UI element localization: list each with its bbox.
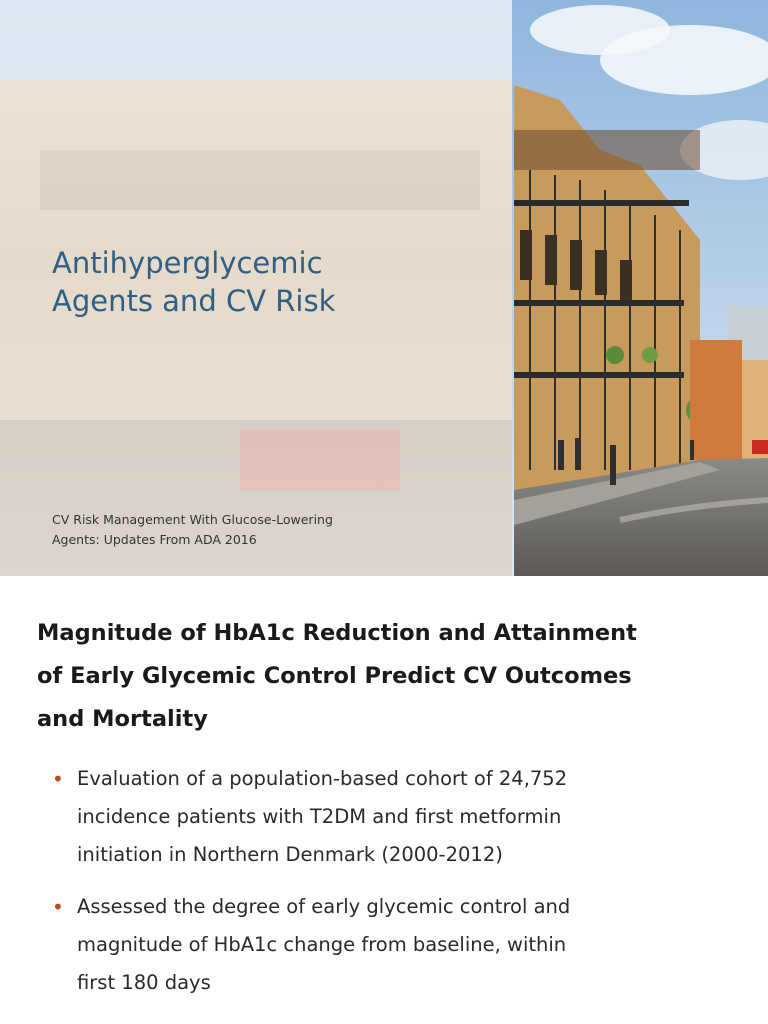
bullet-item	[52, 760, 752, 874]
subtitle-line-2: Agents: Updates From ADA 2016	[52, 532, 257, 547]
heading-line-3: and Mortality	[37, 706, 208, 732]
bullet-text-line: incidence patients with T2DM and first metformin	[77, 805, 562, 828]
title-slide-subtitle	[52, 510, 472, 550]
subtitle-line-1: CV Risk Management With Glucose-Lowering	[52, 512, 333, 527]
title-line-2: Agents and CV Risk	[52, 284, 336, 318]
content-slide	[0, 576, 768, 1024]
heading-line-1: Magnitude of HbA1c Reduction and Attainment	[37, 620, 637, 646]
bullet-text-line: Assessed the degree of early glycemic control and	[77, 895, 571, 918]
bullet-icon: •	[52, 895, 64, 919]
bullet-item	[52, 888, 752, 1002]
bullet-text-line: magnitude of HbA1c change from baseline, within	[77, 933, 567, 956]
title-line-1: Antihyperglycemic	[52, 246, 323, 280]
bullet-list	[52, 760, 752, 1016]
bullet-text-line: first 180 days	[77, 971, 211, 994]
content-slide-heading	[37, 612, 737, 741]
bullet-text-line: initiation in Northern Denmark (2000-2012)	[77, 843, 503, 866]
bullet-text-line: Evaluation of a population-based cohort of 24,752	[77, 767, 568, 790]
title-slide-heading	[52, 244, 492, 320]
heading-line-2: of Early Glycemic Control Predict CV Outcomes	[37, 663, 632, 689]
bullet-icon: •	[52, 767, 64, 791]
